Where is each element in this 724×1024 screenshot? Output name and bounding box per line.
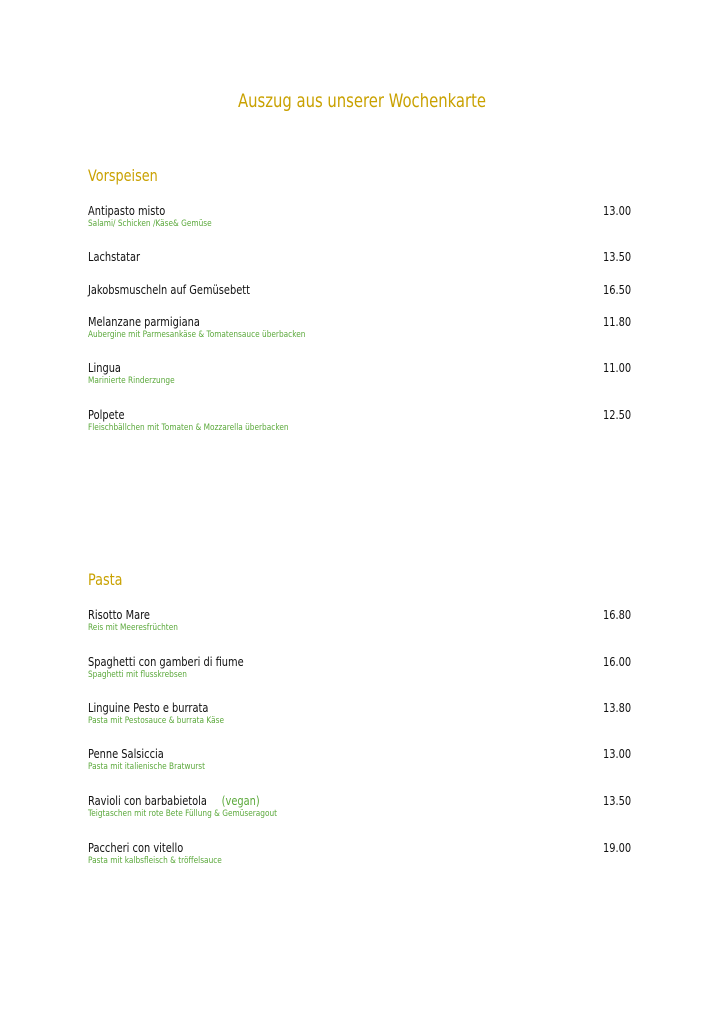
item-name: Spaghetti con gamberi di fiume xyxy=(88,655,244,669)
item-name-text: Ravioli con barbabietola xyxy=(88,794,207,808)
item-price: 16.00 xyxy=(603,655,632,669)
item-description: Pasta mit italienische Bratwurst xyxy=(88,762,206,772)
item-name: Melanzane parmigiana xyxy=(88,315,200,329)
item-description: Marinierte Rinderzunge xyxy=(88,376,175,386)
item-name: Lachstatar xyxy=(88,250,141,264)
item-price: 19.00 xyxy=(603,841,632,855)
item-description: Spaghetti mit flusskrebsen xyxy=(88,670,187,680)
item-price: 16.80 xyxy=(603,608,632,622)
section-heading-pasta: Pasta xyxy=(88,570,123,589)
section-heading-vorspeisen: Vorspeisen xyxy=(88,166,158,185)
item-name: Linguine Pesto e burrata xyxy=(88,701,209,715)
page-title: Auszug aus unserer Wochenkarte xyxy=(237,90,487,112)
vegan-tag: (vegan) xyxy=(221,794,260,808)
item-price: 13.00 xyxy=(603,747,632,761)
item-name: Paccheri con vitello xyxy=(88,841,184,855)
item-name: Polpete xyxy=(88,408,125,422)
item-description: Teigtaschen mit rote Bete Füllung & Gemüseragout xyxy=(88,809,278,819)
item-description: Salami/ Schicken /Käse& Gemüse xyxy=(88,219,212,229)
item-price: 13.80 xyxy=(603,701,632,715)
item-price: 13.50 xyxy=(603,250,632,264)
item-name: Lingua xyxy=(88,361,121,375)
item-price: 13.50 xyxy=(603,794,632,808)
item-name: Antipasto misto xyxy=(88,204,166,218)
item-name: Jakobsmuscheln auf Gemüsebett xyxy=(88,283,250,297)
item-name: Penne Salsiccia xyxy=(88,747,164,761)
item-price: 12.50 xyxy=(603,408,632,422)
item-price: 16.50 xyxy=(603,283,632,297)
item-description: Pasta mit Pestosauce & burrata Käse xyxy=(88,716,225,726)
item-description: Fleischbällchen mit Tomaten & Mozzarella überbacken xyxy=(88,423,289,433)
item-name xyxy=(88,794,260,808)
item-price: 13.00 xyxy=(603,204,632,218)
item-description: Reis mit Meeresfrüchten xyxy=(88,623,178,633)
item-price: 11.00 xyxy=(603,361,632,375)
item-price: 11.80 xyxy=(603,315,632,329)
item-description: Pasta mit kalbsfleisch & tröffelsauce xyxy=(88,856,222,866)
item-name: Risotto Mare xyxy=(88,608,150,622)
item-description: Aubergine mit Parmesankäse & Tomatensauce überbacken xyxy=(88,330,306,340)
